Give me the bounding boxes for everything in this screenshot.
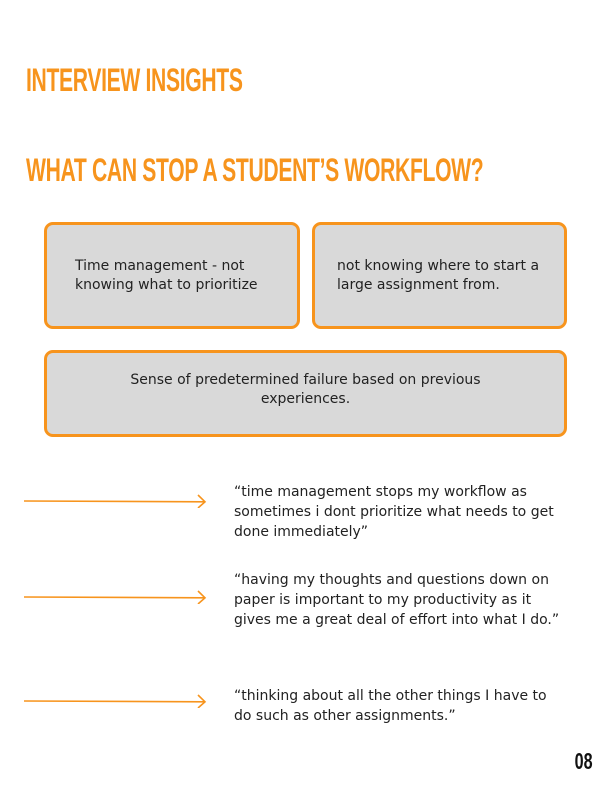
insight-card-starting-assignment [312, 222, 567, 329]
page-title: INTERVIEW INSIGHTS [26, 62, 243, 98]
arrow-right-icon [24, 590, 208, 604]
page-number: 08 [575, 748, 593, 774]
insight-card-text: Sense of predetermined failure based on previous experiences. [130, 371, 481, 407]
insight-card-text: not knowing where to start a large assignment from. [337, 257, 540, 293]
section-heading: WHAT CAN STOP A STUDENT’S WORKFLOW? [26, 152, 484, 188]
quote-text: “thinking about all the other things I have to do such as other assignments.” [234, 688, 547, 724]
arrow-right-icon [24, 494, 208, 508]
arrow-right-icon [24, 694, 208, 708]
insight-card-text: Time management - not knowing what to prioritize [75, 257, 258, 293]
insight-card-time-management [44, 222, 300, 329]
quote-text: “time management stops my workflow as sometimes i dont prioritize what needs to get done immediately” [234, 484, 554, 540]
quote-text: “having my thoughts and questions down on paper is important to my productivity as it gives me a great deal of effort into what I do.” [234, 572, 560, 628]
insight-card-predetermined-failure [44, 350, 567, 437]
